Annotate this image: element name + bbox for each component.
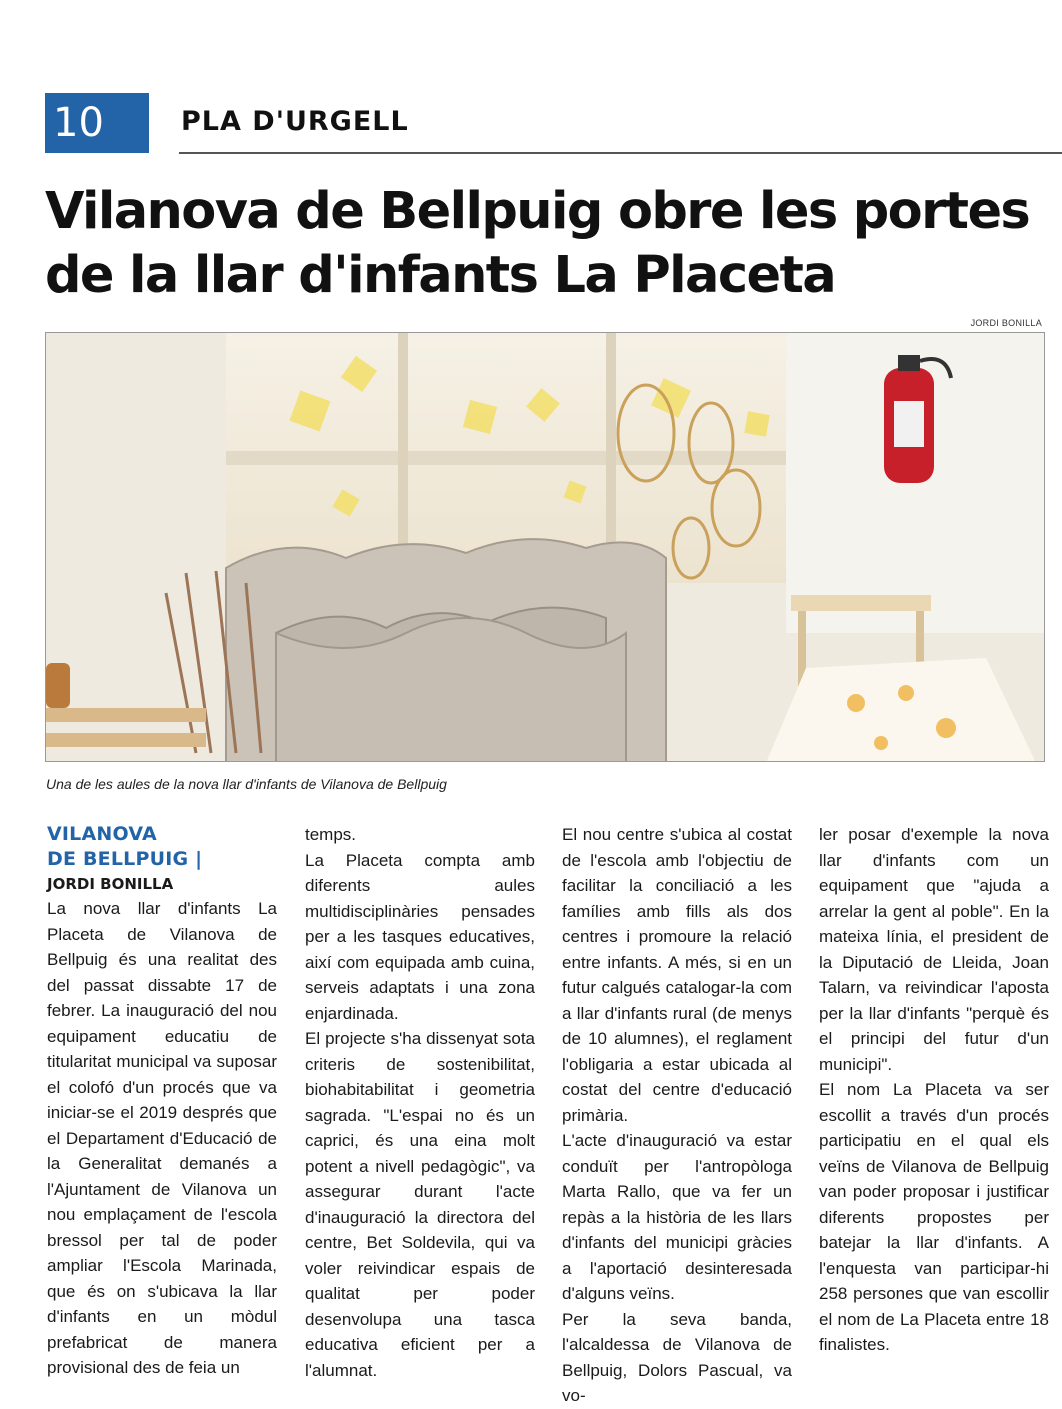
section-title: PLA D'URGELL — [181, 106, 409, 137]
article-column-2 — [305, 822, 535, 1383]
paragraph: La nova llar d'infants La Placeta de Vilanova de Bellpuig és una realitat des del passat dissabte 17 de febrer. La inauguració del nou equipament educatiu de titularitat municipal va suposar el colofó d'un procés que va iniciar-se el 2019 després que el Departament d'Educació de la Generalitat demanés a l'Ajuntament de Vilanova un nou emplaçament de l'escola bressol per tal de poder ampliar l'Escola Marinada, que és on s'ubicava la llar d'infants en un mòdul prefabricat de manera provisional des de feia un — [47, 899, 277, 1377]
paragraph: El nom La Placeta va ser escollit a través d'un procés participatiu en el qual els veïns de Vilanova de Bellpuig van poder proposar i justificar diferents propostes per batejar la llar d'infants. A l'enquesta van participar-hi 258 persones que van escollir el nom de La Placeta entre 18 finalistes. — [819, 1080, 1049, 1354]
byline-author: JORDI BONILLA — [47, 875, 174, 893]
article-photo — [45, 332, 1045, 762]
photo-caption: Una de les aules de la nova llar d'infants de Vilanova de Bellpuig — [46, 776, 447, 792]
page-number: 10 — [45, 93, 149, 153]
section-divider — [179, 152, 1062, 154]
headline — [45, 180, 1045, 308]
headline-line-2: de la llar d'infants La Placeta — [45, 246, 836, 305]
dateline-place-2: DE BELLPUIG | — [47, 848, 203, 870]
classroom-photo-illustration — [46, 333, 1045, 762]
paragraph: temps. — [305, 825, 357, 844]
paragraph: El projecte s'ha dissenyat sota criteris de sostenibilitat, biohabitabilitat i geometria sagrada. "L'espai no és un caprici, és una eina molt potent a nivell pedagògic", va assegurar durant l'acte d'inauguració la directora del centre, Bet Soldevila, qui va voler reivindicar espais de qualitat per poder desenvolupa una tasca educativa eficient per a l'alumnat. — [305, 1029, 535, 1380]
headline-line-1: Vilanova de Bellpuig obre les portes — [45, 182, 1030, 241]
photo-credit: JORDI BONILLA — [970, 318, 1042, 328]
paragraph: La Placeta compta amb diferents aules multidisciplinàries pensades per a les tasques educatives, així com equipada amb cuina, serveis adaptats i una zona enjardinada. — [305, 850, 535, 1023]
paragraph: ler posar d'exemple la nova llar d'infants com un equipament que "ajuda a arrelar la gent al poble". En la mateixa línia, el president de la Diputació de Lleida, Joan Talarn, va reivindicar l'aposta per la llar d'infants "perquè és el principi del futur d'un municipi". — [819, 825, 1049, 1074]
paragraph: El nou centre s'ubica al costat de l'escola amb l'objectiu de facilitar la conciliació a les famílies amb fills als dos centres i promoure la relació entre infants. A més, si en un futur calgués catalogar-la com a llar d'infants rural (de menys de 10 alumnes), el reglament l'obligaria a estar ubicada al costat del centre d'educació primària. — [562, 825, 792, 1125]
article-column-1 — [47, 822, 277, 1381]
article-column-4 — [819, 822, 1049, 1358]
article-column-3 — [562, 822, 792, 1409]
paragraph: Per la seva banda, l'alcaldessa de Vilanova de Bellpuig, Dolors Pascual, va vo- — [562, 1309, 792, 1405]
paragraph: L'acte d'inauguració va estar conduït per l'antropòloga Marta Rallo, que va fer un repàs a la història de les llars d'infants del municipi gràcies a l'aportació desinteresada d'alguns veïns. — [562, 1131, 792, 1303]
dateline-place-1: VILANOVA — [47, 823, 157, 845]
